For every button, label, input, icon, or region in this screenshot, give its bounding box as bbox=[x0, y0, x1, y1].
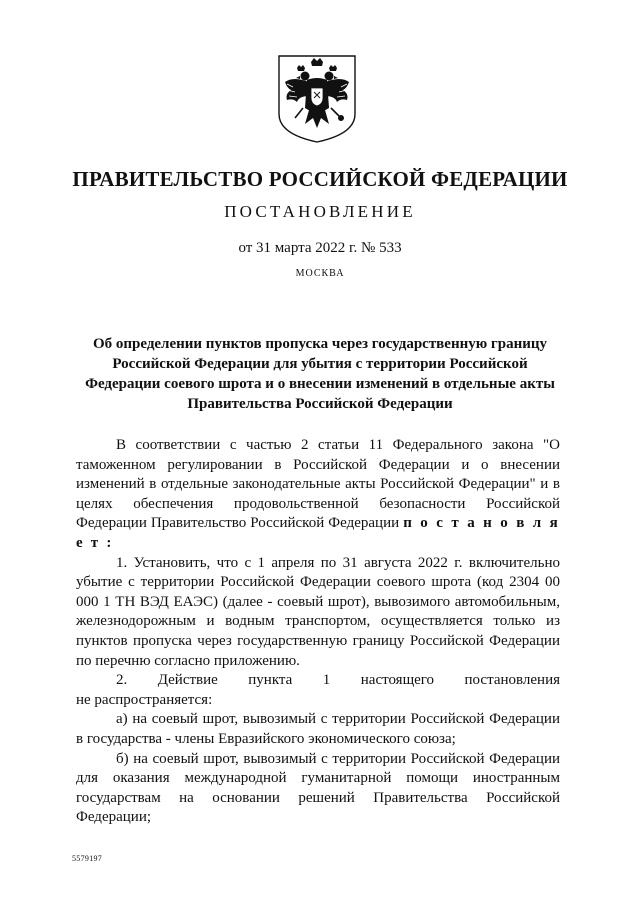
clause-1: 1. Установить, что с 1 апреля по 31 августа 2022 г. включительно убытие с территории Российской Федерации соевого шрота (код 2304 00 000 1 ТН ВЭД ЕАЭС) (далее - соевый шрот), вывозимого автомобильным, железнодорожным и водным транспортом, осуществляется только из пунктов пропуска через государственную границу Российской Федерации по перечню согласно приложению. bbox=[76, 554, 560, 669]
clause-2: 2. Действие пункта 1 настоящего постановления bbox=[116, 672, 560, 689]
document-city: МОСКВА bbox=[295, 268, 345, 279]
clause-2b: б) на соевый шрот, вывозимый с территории Российской Федерации для оказания международной гуманитарной помощи иностранным государствам на основании решений Правительства Российской Федерации; bbox=[76, 750, 560, 826]
document-date-number: от 31 марта 2022 г. № 533 bbox=[238, 240, 402, 256]
document-heading: Об определении пунктов пропуска через государственную границу Российской Федерации для убытия с территории Российской Федерации соевого шрота и о внесении изменений в отдельные акты Правительства Российской Федерации bbox=[85, 336, 555, 412]
preamble-paragraph bbox=[76, 436, 560, 554]
clause-2-continuation: не распространяется: bbox=[76, 691, 213, 708]
document-type: ПОСТАНОВЛЕНИЕ bbox=[224, 202, 416, 221]
footer-document-code: 5579197 bbox=[72, 854, 103, 863]
decree-word: п о с т а н о в л я е т : bbox=[76, 515, 560, 551]
coat-of-arms-icon bbox=[275, 52, 359, 144]
government-title: ПРАВИТЕЛЬСТВО РОССИЙСКОЙ ФЕДЕРАЦИИ bbox=[72, 167, 568, 191]
clause-2a: а) на соевый шрот, вывозимый с территории Российской Федерации в государства - члены Евразийского экономического союза; bbox=[76, 711, 560, 747]
document-body bbox=[76, 436, 560, 828]
preamble-text: В соответствии с частью 2 статьи 11 Федерального закона "О таможенном регулировании в Российской Федерации и о внесении изменений в отдельные законодательные акты Российской Федерации" и в целях обеспечения продовольственной безопасности Российской Федерации Правительство Российской Федерации bbox=[76, 437, 560, 532]
